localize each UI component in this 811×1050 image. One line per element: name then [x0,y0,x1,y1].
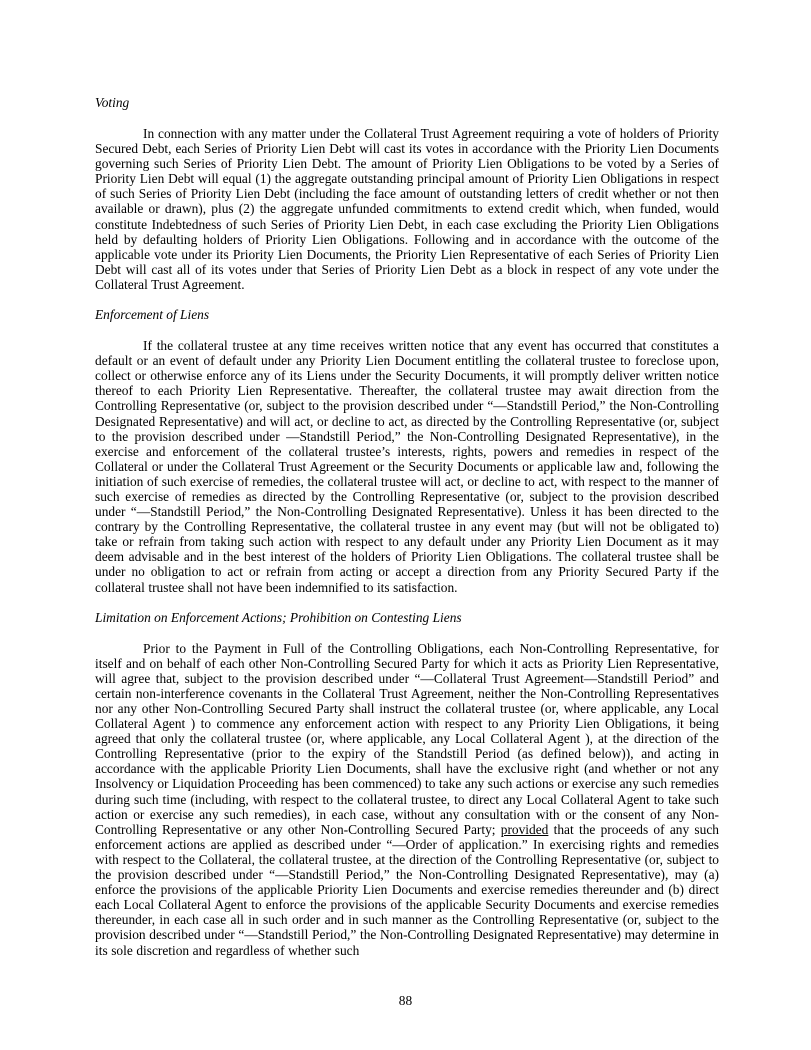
section-heading-limitation-on-enforcement-actions: Limitation on Enforcement Actions; Prohibition on Contesting Liens [95,609,462,625]
underlined-term-provided: provided [500,821,549,837]
paragraph-voting: In connection with any matter under the Collateral Trust Agreement requiring a vote of holders of Priority Secured Debt, each Series of Priority Lien Debt will cast its votes in accordance with the Priority Lien Documents governing such Series of Priority Lien Debt. The amount of Priority Lien Obligations to be voted by a Series of Priority Lien Debt will equal (1) the aggregate outstanding principal amount of Priority Lien Obligations in respect of such Series of Priority Lien Debt (including the face amount of outstanding letters of credit whether or not then available or drawn), plus (2) the aggregate unfunded commitments to extend credit which, when funded, would constitute Indebtedness of such Series of Priority Lien Debt, in each case excluding the Priority Lien Obligations held by defaulting holders of Priority Lien Obligations. Following and in accordance with the outcome of the applicable vote under its Priority Lien Documents, the Priority Lien Representative of each Series of Priority Lien Debt will cast all of its votes under that Series of Priority Lien Debt as a block in respect of any vote under the Collateral Trust Agreement. [95,126,719,292]
document-content [95,95,719,973]
paragraph-enforcement-of-liens: If the collateral trustee at any time receives written notice that any event has occurred that constitutes a default or an event of default under any Priority Lien Document entitling the collateral trustee to foreclose upon, collect or otherwise enforce any of its Liens under the Security Documents, it will promptly deliver written notice thereof to each Priority Lien Representative. Thereafter, the collateral trustee may await direction from the Controlling Representative (or, subject to the provision described under “—Standstill Period,” the Non-Controlling Designated Representative) and will act, or decline to act, as directed by the Controlling Representative (or, subject to the provision described under —Standstill Period,” the Non-Controlling Designated Representative), in the exercise and enforcement of the collateral trustee’s interests, rights, powers and remedies in respect of the Collateral or under the Collateral Trust Agreement or the Security Documents or applicable law and, following the initiation of such exercise of remedies, the collateral trustee will act, or decline to act, with respect to the manner of such exercise of remedies as directed by the Controlling Representative (or, subject to the provision described under “—Standstill Period,” the Non-Controlling Designated Representative). Unless it has been directed to the contrary by the Controlling Representative, the collateral trustee in any event may (but will not be obligated to) take or refrain from taking such action with respect to any default under any Priority Lien Document as it may deem advisable and in the best interest of the holders of Priority Lien Obligations. The collateral trustee shall be under no obligation to act or refrain from acting or accept a direction from any Priority Secured Party if the collateral trustee shall not have been indemnified to its satisfaction. [95,338,719,595]
paragraph-text-after-provided: that the proceeds of any such enforcement actions are applied as described under “—Order of application.” In exercising rights and remedies with respect to the Collateral, the collateral trustee, at the direction of the Controlling Representative (or, subject to the provision described under “—Standstill Period,” the Non-Controlling Designated Representative), may (a) enforce the provisions of the applicable Priority Lien Documents and exercise remedies thereunder and (b) direct each Local Collateral Agent to enforce the provisions of the applicable Security Documents and exercise remedies thereunder, in each case all in such order and in such manner as the Controlling Representative (or, subject to the provision described under “—Standstill Period,” the Non-Controlling Designated Representative) may determine in its sole discretion and regardless of whether such [95,821,719,958]
section-heading-enforcement-of-liens: Enforcement of Liens [95,307,210,323]
section-heading-voting: Voting [95,95,130,110]
paragraph-text-before-provided: Prior to the Payment in Full of the Controlling Obligations, each Non-Controlling Representative, for itself and on behalf of each other Non-Controlling Secured Party for which it acts as Priority Lien Representative, will agree that, subject to the provision described under “—Collateral Trust Agreement—Standstill Period” and certain non-interference covenants in the Collateral Trust Agreement, neither the Non-Controlling Representatives nor any other Non-Controlling Secured Party shall instruct the collateral trustee (or, where applicable, any Local Collateral Agent ) to commence any enforcement action with respect to any Priority Lien Obligations, it being agreed that only the collateral trustee (or, where applicable, any Local Collateral Agent ), at the direction of the Controlling Representative (prior to the expiry of the Standstill Period (as defined below)), and acting in accordance with the applicable Priority Lien Documents, shall have the exclusive right (and whether or not any Insolvency or Liquidation Proceeding has been commenced) to take any such actions or exercise any such remedies during such time (including, with respect to the collateral trustee, to direct any Local Collateral Agent to take such action or exercise any such remedies), in each case, without any consultation with or the consent of any Non-Controlling Representative or any other Non-Controlling Secured Party; [95,640,719,837]
page-number: 88 [398,993,413,1008]
paragraph-limitation-on-enforcement-actions [95,641,719,958]
